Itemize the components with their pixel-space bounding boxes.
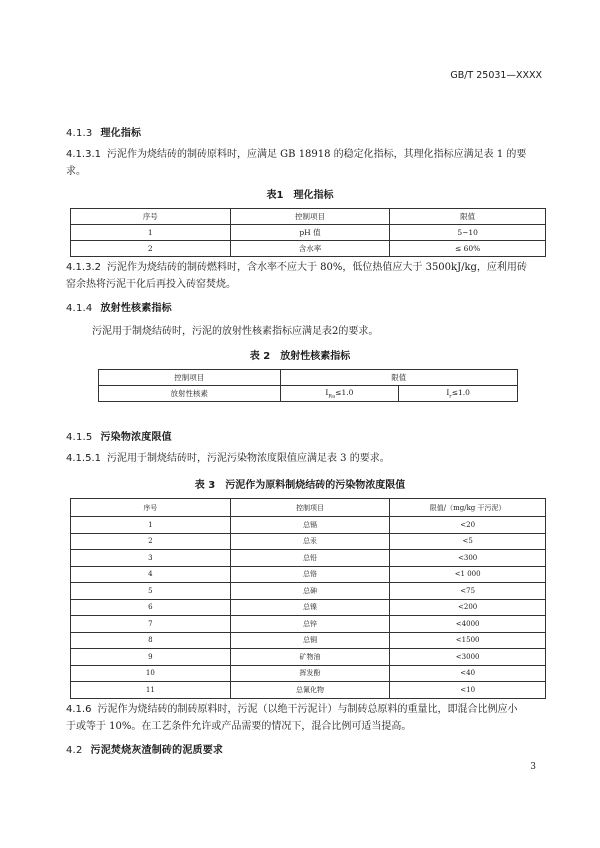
- section-number: 4.2: [66, 745, 83, 756]
- table-row: [71, 533, 546, 550]
- table-header-row: [71, 499, 546, 517]
- table-cell: 10: [71, 665, 231, 682]
- table-cell: 7: [71, 616, 231, 633]
- table-cell: pH 值: [230, 225, 390, 241]
- standard-code-header: GB/T 25031—XXXX: [450, 70, 542, 81]
- table-cell: <200: [390, 599, 546, 616]
- header-cell: 控制项目: [230, 209, 390, 225]
- section-number: 4.1.3: [66, 128, 93, 139]
- table-cell: 1: [71, 517, 231, 534]
- paragraph-4-1-4: 污泥用于制烧结砖时，污泥的放射性核素指标应满足表2的要求。: [92, 326, 379, 337]
- table-header-row: [99, 370, 518, 386]
- table-row: [99, 386, 518, 402]
- table-row: [71, 616, 546, 633]
- paragraph-line: 污泥作为烧结砖的制砖原料时，污泥（以绝干污泥计）与制砖总原料的重量比，即混合比例应小: [97, 704, 518, 715]
- table-cell: <20: [390, 517, 546, 534]
- header-cell: 限值: [390, 209, 546, 225]
- table-1-caption: 表1 理化指标: [266, 190, 334, 201]
- table-cell: ≤ 60%: [390, 241, 546, 257]
- table-cell: [280, 386, 399, 402]
- table-cell: [399, 386, 518, 402]
- table-cell: <5: [390, 533, 546, 550]
- table-header-row: [71, 209, 546, 225]
- paragraph-line: 窑余热将污泥干化后再投入砖窑焚烧。: [66, 279, 236, 290]
- table-cell: 8: [71, 632, 231, 649]
- paragraph-4-1-6: [66, 701, 550, 735]
- table-cell: <300: [390, 550, 546, 567]
- header-cell: 序号: [71, 209, 231, 225]
- paragraph-line: 求。: [66, 166, 86, 177]
- index-subscript: Ra: [328, 393, 336, 400]
- table-cell: 1: [71, 225, 231, 241]
- table-cell: 3: [71, 550, 231, 567]
- table-cell: 总砷: [230, 583, 390, 600]
- table-cell: <40: [390, 665, 546, 682]
- section-4-1-5-heading: [66, 428, 172, 443]
- clause-number: 4.1.3.2: [66, 262, 101, 273]
- table-row: [71, 517, 546, 534]
- table-cell: 2: [71, 241, 231, 257]
- table-row: [71, 599, 546, 616]
- table-row: [71, 665, 546, 682]
- table-cell: <10: [390, 682, 546, 699]
- table-cell: 总氰化物: [230, 682, 390, 699]
- clause-number: 4.1.3.1: [66, 149, 101, 160]
- index-symbol: I: [446, 387, 450, 397]
- table-cell: <3000: [390, 649, 546, 666]
- paragraph-line: 于或等于 10%。在工艺条件允许或产品需要的情况下，混合比例可适当提高。: [66, 721, 412, 732]
- section-4-1-3-heading: [66, 124, 141, 139]
- table-cell: 总铜: [230, 632, 390, 649]
- table-cell: 放射性核素: [99, 386, 281, 402]
- table-cell: 矿物油: [230, 649, 390, 666]
- table-cell: <75: [390, 583, 546, 600]
- table-3: [70, 498, 546, 699]
- limit-value: ≤1.0: [451, 387, 470, 397]
- table-1: [70, 208, 546, 257]
- table-cell: 11: [71, 682, 231, 699]
- table-cell: 总汞: [230, 533, 390, 550]
- table-cell: 4: [71, 566, 231, 583]
- table-cell: <4000: [390, 616, 546, 633]
- paragraph-4-1-5-1: [66, 450, 550, 467]
- table-cell: 5: [71, 583, 231, 600]
- table-cell: 总铬: [230, 566, 390, 583]
- header-cell: 限值: [280, 370, 518, 386]
- section-title: 放射性核素指标: [100, 303, 172, 314]
- section-number: 4.1.4: [66, 303, 93, 314]
- table-2-caption: 表 2 放射性核素指标: [249, 351, 351, 362]
- table-cell: <1500: [390, 632, 546, 649]
- table-row: [71, 632, 546, 649]
- section-title: 污染物浓度限值: [100, 432, 172, 443]
- paragraph-4-1-3-1: [66, 146, 550, 180]
- paragraph-line: 污泥作为烧结砖的制砖原料时，应满足 GB 18918 的稳定化指标，其理化指标应满足表 1 的要: [107, 149, 527, 160]
- table-cell: 含水率: [230, 241, 390, 257]
- section-4-1-4-heading: [66, 299, 172, 314]
- paragraph-4-1-3-2: [66, 259, 550, 293]
- header-cell: 控制项目: [99, 370, 281, 386]
- header-cell: 序号: [71, 499, 231, 517]
- table-row: [71, 566, 546, 583]
- table-row: [71, 649, 546, 666]
- table-2: [98, 369, 518, 402]
- section-title: 污泥焚烧灰渣制砖的泥质要求: [90, 745, 224, 756]
- table-cell: 总锌: [230, 616, 390, 633]
- table-cell: 挥发酚: [230, 665, 390, 682]
- header-cell: 限值/（mg/kg 干污泥）: [390, 499, 546, 517]
- table-row: [71, 682, 546, 699]
- section-4-2-heading: [66, 741, 223, 756]
- paragraph-line: 污泥用于制烧结砖时，污泥污染物浓度限值应满足表 3 的要求。: [107, 453, 390, 464]
- paragraph-line: 污泥作为烧结砖的制砖燃料时，含水率不应大于 80%，低位热值应大于 3500kJ/kg，应利用砖: [107, 262, 527, 273]
- table-3-caption: 表 3 污泥作为原料制烧结砖的污染物浓度限值: [194, 480, 406, 491]
- page-number: 3: [530, 762, 536, 772]
- header-cell: 控制项目: [230, 499, 390, 517]
- table-cell: 总镍: [230, 599, 390, 616]
- table-cell: 总镉: [230, 517, 390, 534]
- table-row: [71, 241, 546, 257]
- clause-number: 4.1.6: [66, 704, 92, 715]
- clause-number: 4.1.5.1: [66, 453, 101, 464]
- limit-value: ≤1.0: [335, 387, 354, 397]
- table-cell: 2: [71, 533, 231, 550]
- section-title: 理化指标: [100, 128, 142, 139]
- table-cell: <1 000: [390, 566, 546, 583]
- table-cell: 9: [71, 649, 231, 666]
- table-cell: 5~10: [390, 225, 546, 241]
- index-subscript: r: [449, 393, 452, 400]
- index-symbol: I: [325, 387, 329, 397]
- table-row: [71, 550, 546, 567]
- table-cell: 6: [71, 599, 231, 616]
- table-cell: 总铅: [230, 550, 390, 567]
- section-number: 4.1.5: [66, 432, 93, 443]
- table-row: [71, 225, 546, 241]
- table-row: [71, 583, 546, 600]
